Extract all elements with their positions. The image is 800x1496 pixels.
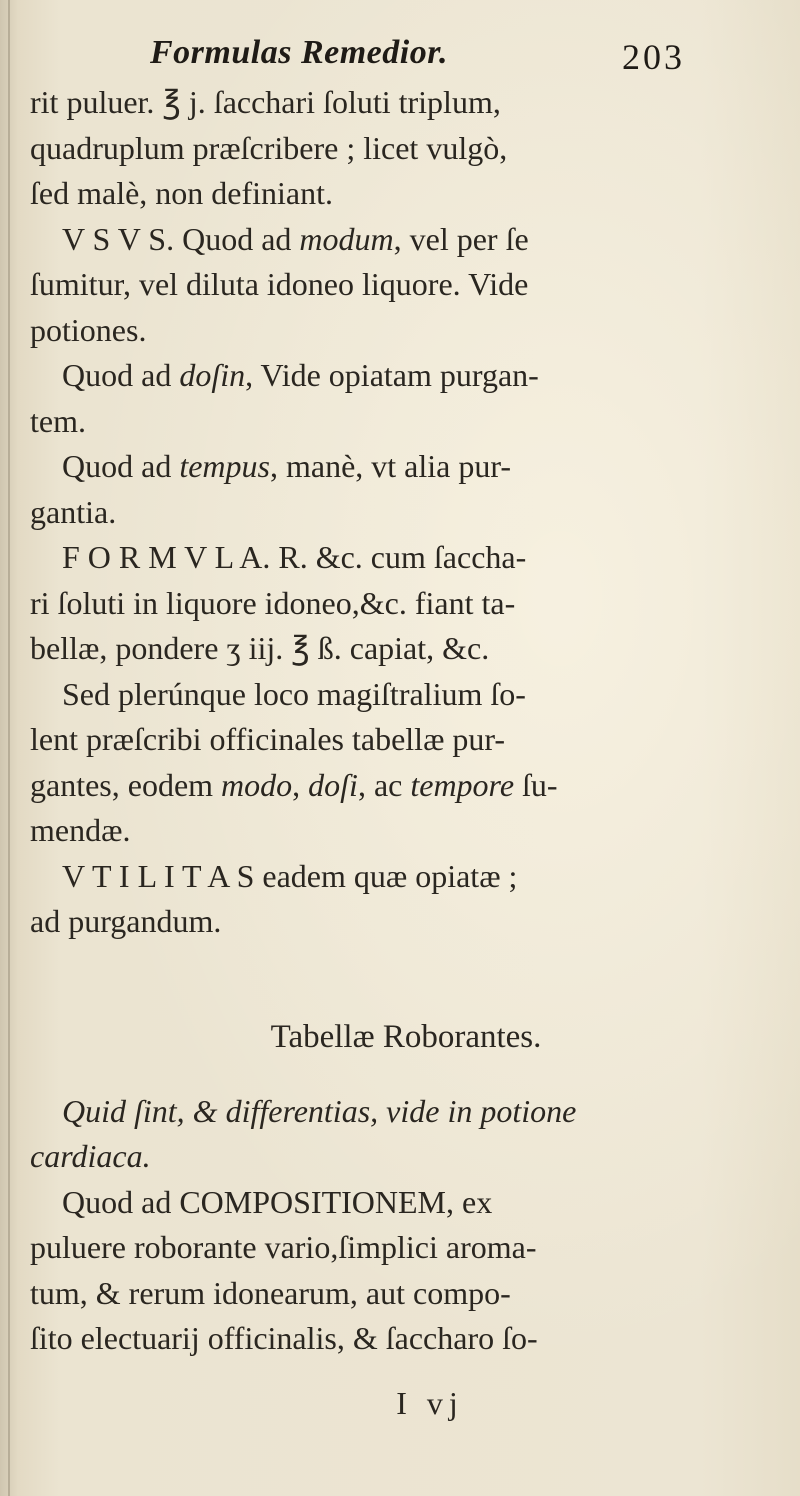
text-line: Quod ad COMPOSITIONEM, ex (62, 1183, 493, 1220)
text-line: ſito electuarij officinalis, & ſaccharo ſo- (30, 1320, 538, 1356)
section-heading: Tabellæ Roborantes. (270, 1018, 542, 1055)
italic-text: Quid ſint, & differentias, vide in potione (62, 1092, 577, 1129)
text-run: gantes, eodem (30, 766, 222, 803)
italic-term: doſi (308, 766, 358, 803)
text-line: ſed malè, non definiant. (30, 175, 334, 211)
text-line: Sed plerúnque loco magiſtralium ſo- (62, 675, 526, 712)
italic-text: cardiaca. (30, 1138, 151, 1174)
text-line: tum, & rerum idonearum, aut compo- (30, 1274, 511, 1311)
text-run: ſu- (514, 766, 558, 803)
binding-gutter (8, 0, 10, 1496)
text-line: lent præſcribi officinales tabellæ pur- (30, 721, 506, 757)
text-line: ad purgandum. (30, 903, 222, 939)
signature-text: I vj (396, 1385, 464, 1421)
text-line: mendæ. (30, 812, 131, 848)
usus-line (30, 217, 782, 263)
text-run: , manè, vt alia pur- (269, 448, 512, 484)
text-line: tem. (30, 402, 86, 439)
italic-term: doſin (179, 357, 246, 393)
italic-term: modo (221, 766, 293, 803)
text-run: V S V S. Quod ad (62, 220, 300, 257)
text-run: , Vide opiatam purgan- (245, 357, 539, 393)
italic-line (30, 1134, 782, 1180)
text-line: bellæ, pondere ʒ iij. ℥ ß. capiat, &c. (30, 630, 490, 666)
modo-doso-line (30, 763, 782, 809)
text-run: , vel per ſe (393, 220, 529, 257)
italic-line (30, 1089, 782, 1135)
text-line: potiones. (30, 311, 147, 348)
text-line: rit puluer. ℥ j. ſacchari ſoluti triplum, (30, 84, 501, 120)
text-line: ſumitur, vel diluta idoneo liquore. Vide (30, 266, 529, 302)
text-line: quadruplum præſcribere ; licet vulgò, (30, 129, 508, 166)
text-line: ri ſoluti in liquore idoneo,&c. fiant ta- (30, 584, 516, 621)
utilitas-line: V T I L I T A S eadem quæ opiatæ ; (62, 857, 518, 894)
text-run: , (292, 766, 309, 803)
page-number: 203 (622, 37, 685, 77)
formula-line: F O R M V L A. R. &c. cum ſaccha- (62, 539, 527, 575)
text-line: puluere roborante vario,ſimplici aroma- (30, 1229, 537, 1265)
signature-mark (0, 1385, 800, 1422)
dosis-line (30, 353, 782, 399)
text-run: Quod ad (62, 357, 180, 393)
running-title: Formulas Remedior. (150, 34, 449, 71)
text-line: gantia. (30, 493, 117, 530)
tempus-line (30, 444, 782, 490)
italic-term: tempus (179, 448, 270, 484)
main-text (30, 80, 782, 1362)
page-header (0, 30, 800, 80)
text-run: , ac (357, 766, 411, 803)
text-run: Quod ad (62, 448, 180, 484)
italic-term: modum (299, 220, 394, 257)
italic-term: tempore (410, 766, 515, 803)
